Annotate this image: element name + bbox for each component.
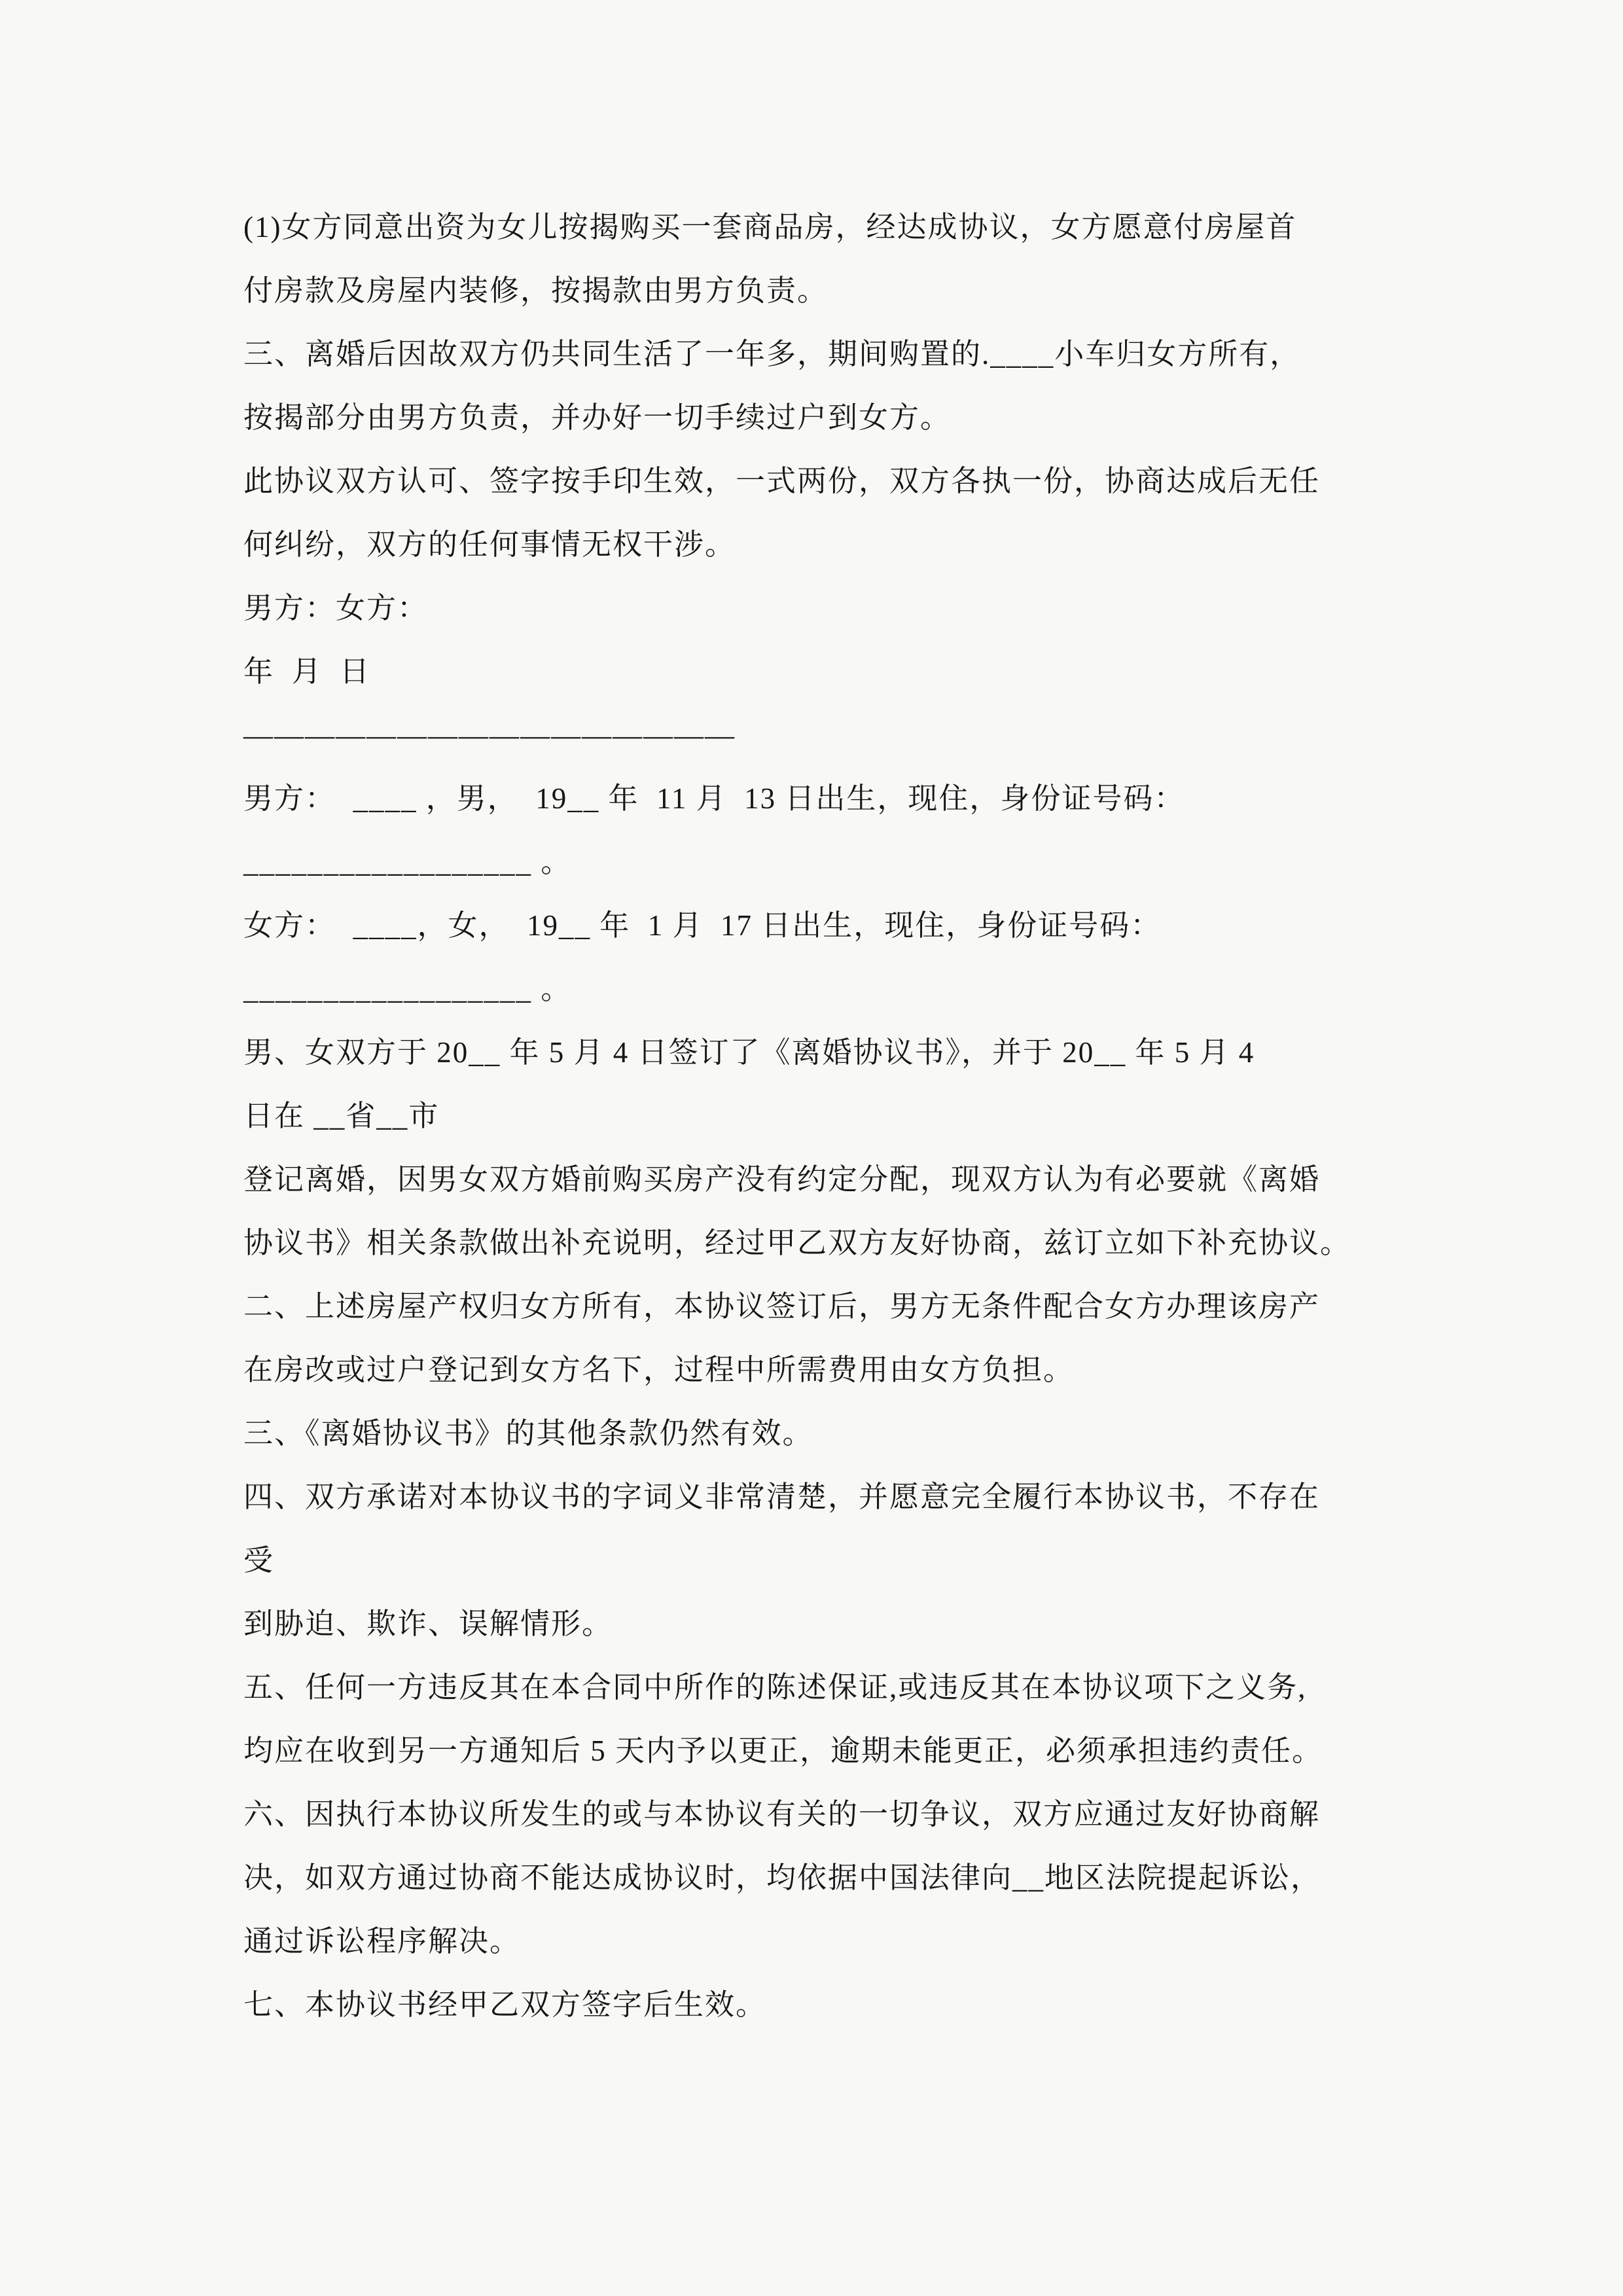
document-line: 何纠纷，双方的任何事情无权干涉。 <box>243 528 736 561</box>
document-line: 均应在收到另一方通知后 5 天内予以更正，逾期未能更正，必须承担违约责任。 <box>243 1734 1323 1767</box>
document-line: 男、女双方于 20__ 年 5 月 4 日签订了《离婚协议书》，并于 20__ 年 5 月 4 <box>243 1036 1255 1069</box>
document-line: 受 <box>243 1544 275 1577</box>
document-line: 到胁迫、欺诈、误解情形。 <box>243 1607 613 1640</box>
document-line: 通过诉讼程序解决。 <box>243 1925 521 1958</box>
female-party-info-line: 女方： ____，女， 19__ 年 1 月 17 日出生，现住，身份证号码： <box>243 909 1162 942</box>
document-line: 六、因执行本协议所发生的或与本协议有关的一切争议，双方应通过友好协商解 <box>243 1798 1321 1831</box>
male-party-info-line: 男方： ____ ，男， 19__ 年 11 月 13 日出生，现住，身份证号码： <box>243 782 1185 815</box>
document-line: 付房款及房屋内装修，按揭款由男方负责。 <box>243 274 829 307</box>
document-line: 二、上述房屋产权归女方所有，本协议签订后，男方无条件配合女方办理该房产 <box>243 1290 1321 1323</box>
date-line: 年 月 日 <box>243 655 371 688</box>
section-divider-dashes: ———————————————— <box>243 719 736 751</box>
id-number-blank-line: __________________ 。 <box>243 973 572 1005</box>
document-line: 此协议双方认可、签字按手印生效，一式两份，双方各执一份，协商达成后无任 <box>243 465 1321 497</box>
signature-line-male-female: 男方：女方： <box>243 592 429 624</box>
document-line: 五、任何一方违反其在本合同中所作的陈述保证,或违反其在本协议项下之义务, <box>243 1671 1307 1704</box>
document-line: 在房改或过户登记到女方名下，过程中所需费用由女方负担。 <box>243 1354 1075 1386</box>
id-number-blank-line: __________________ 。 <box>243 846 572 878</box>
document-line: (1)女方同意出资为女儿按揭购买一套商品房，经达成协议，女方愿意付房屋首 <box>243 211 1297 243</box>
document-line: 三、离婚后因故双方仍共同生活了一年多，期间购置的.____小车归女方所有， <box>243 338 1301 370</box>
document-line: 三、《离婚协议书》的其他条款仍然有效。 <box>243 1417 813 1450</box>
document-line: 按揭部分由男方负责，并办好一切手续过户到女方。 <box>243 401 952 434</box>
document-line: 协议书》相关条款做出补充说明，经过甲乙双方友好协商，兹订立如下补充协议。 <box>243 1227 1351 1259</box>
document-line: 四、双方承诺对本协议书的字词义非常清楚，并愿意完全履行本协议书，不存在 <box>243 1480 1321 1513</box>
document-line: 七、本协议书经甲乙双方签字后生效。 <box>243 1988 767 2021</box>
document-line: 日在 __省__市 <box>243 1100 440 1132</box>
document-line: 登记离婚，因男女双方婚前购买房产没有约定分配，现双方认为有必要就《离婚 <box>243 1163 1321 1196</box>
document-line: 决，如双方通过协商不能达成协议时，均依据中国法律向__地区法院提起诉讼， <box>243 1861 1322 1894</box>
